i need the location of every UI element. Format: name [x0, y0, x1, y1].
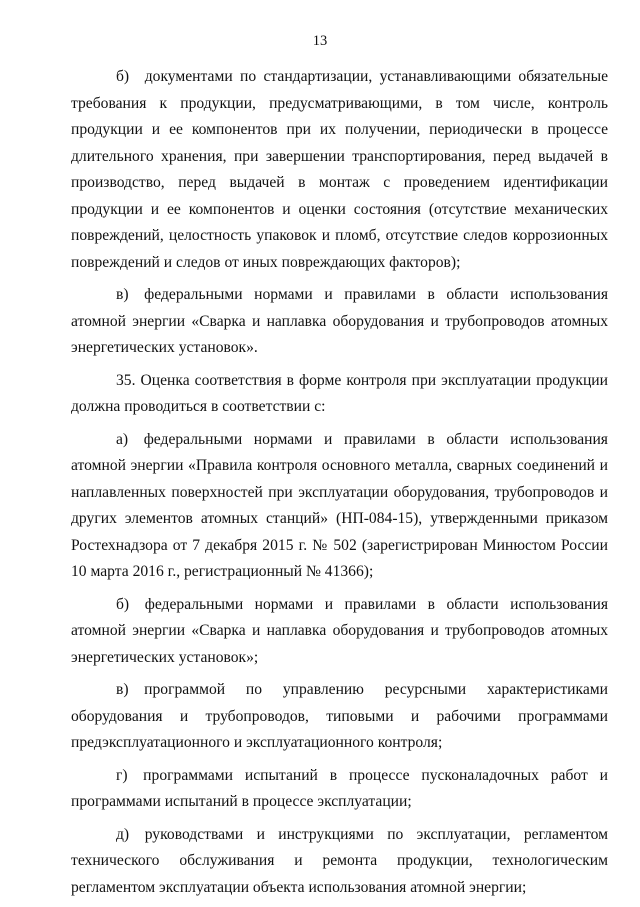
- document-body: [71, 64, 608, 907]
- paragraph-clause-35: 35. Оценка соответствия в форме контроля при эксплуатации продукции должна проводиться в соответствии с:: [71, 371, 608, 415]
- paragraph-item-g-test-programs: г) программами испытаний в процессе пусконаладочных работ и программами испытаний в процессе эксплуатации;: [71, 766, 608, 810]
- paragraph-item-b-standards: б) документами по стандартизации, устанавливающими обязательные требования к продукции, предусматривающими, в том числе, контроль продукции и ее компонентов при их получении, периодически в процессе длительного хранения, при завершении транспортирования, перед выдачей в производство, перед выдачей в монтаж с проведением идентификации продукции и ее компонентов и оценки состояния (отсутствие механических повреждений, целостность упаковок и пломб, отсутствие следов коррозионных повреждений и следов от иных повреждающих факторов);: [71, 68, 608, 271]
- paragraph-item-d-manuals: д) руководствами и инструкциями по эксплуатации, регламентом технического обслуживания и ремонта продукции, технологическим регламентом эксплуатации объекта использования атомной энергии;: [71, 825, 608, 896]
- paragraph-item-a-control-rules: а) федеральными нормами и правилами в области использования атомной энергии «Правила контроля основного металла, сварных соединений и наплавленных поверхностей при эксплуатации оборудования, трубопроводов и других элементов атомных станций» (НП-084-15), утвержденными приказом Ростехнадзора от 7 декабря 2015 г. № 502 (зарегистрирован Минюстом России 10 марта 2016 г., регистрационный № 41366);: [71, 430, 608, 580]
- page-number: 13: [312, 33, 328, 49]
- paragraph-item-v-welding-rules: в) федеральными нормами и правилами в области использования атомной энергии «Сварка и наплавка оборудования и трубопроводов атомных энергетических установок».: [71, 286, 608, 356]
- paragraph-item-b-welding-rules: б) федеральными нормами и правилами в области использования атомной энергии «Сварка и наплавка оборудования и трубопроводов атомных энергетических установок»;: [71, 595, 608, 666]
- paragraph-item-v-resource-program: в) программой по управлению ресурсными характеристиками оборудования и трубопроводов, типовыми и рабочими программами предэксплуатационного и эксплуатационного контроля;: [71, 681, 608, 751]
